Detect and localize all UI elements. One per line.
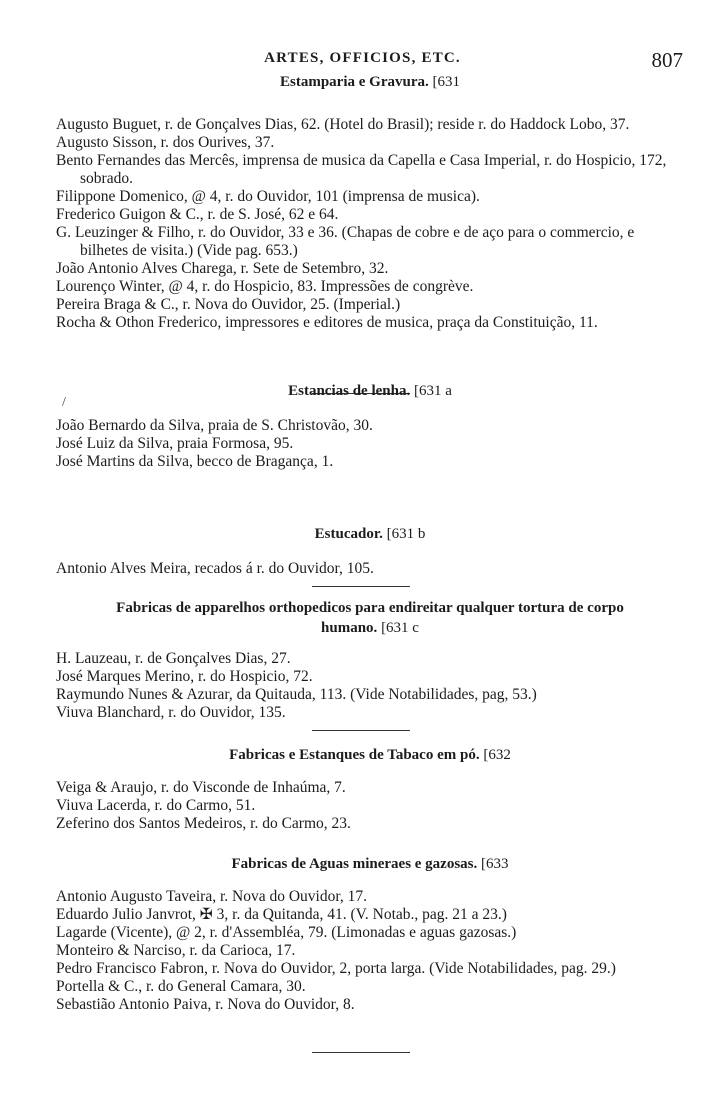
list-item: H. Lauzeau, r. de Gonçalves Dias, 27.	[56, 650, 291, 667]
list-item: Augusto Buguet, r. de Gonçalves Dias, 62. (Hotel do Brasil); reside r. do Haddock Lobo, 37.	[56, 116, 630, 133]
section-heading-estancias	[60, 381, 680, 401]
section-list-orthopedicos	[56, 650, 678, 722]
list-item: Filippone Domenico, @ 4, r. do Ouvidor, 101 (imprensa de musica).	[56, 188, 480, 205]
section-divider	[312, 1052, 410, 1053]
heading-ref: [631	[432, 74, 460, 90]
list-item: Augusto Sisson, r. dos Ourives, 37.	[56, 134, 275, 151]
section-divider	[312, 730, 410, 731]
heading-text: Fabricas de apparelhos orthopedicos para endireitar qualquer tortura de corpo humano.	[116, 600, 624, 636]
section-divider	[312, 586, 410, 587]
list-item: Lagarde (Vicente), @ 2, r. d'Assembléa, 79. (Limonadas e aguas gazosas.)	[56, 924, 517, 941]
list-item: Viuva Blanchard, r. do Ouvidor, 135.	[56, 704, 286, 721]
heading-text: Estamparia e Gravura.	[280, 74, 429, 90]
section-list-tabaco	[56, 779, 678, 833]
section-list-estucador	[56, 560, 678, 578]
list-item: João Bernardo da Silva, praia de S. Christovão, 30.	[56, 417, 373, 434]
list-item: Raymundo Nunes & Azurar, da Quitauda, 113. (Vide Notabilidades, pag, 53.)	[56, 686, 537, 703]
list-item: João Antonio Alves Charega, r. Sete de Setembro, 32.	[56, 260, 389, 277]
list-item: Monteiro & Narciso, r. da Carioca, 17.	[56, 942, 296, 959]
section-list-aguas	[56, 888, 678, 1014]
list-item: José Luiz da Silva, praia Formosa, 95.	[56, 435, 294, 452]
section-heading-orthopedicos	[90, 598, 650, 638]
list-item: Veiga & Araujo, r. do Visconde de Inhaúma, 7.	[56, 779, 346, 796]
heading-ref: [631 a	[413, 383, 452, 399]
page-number: 807	[651, 48, 683, 72]
heading-ref: [632	[483, 747, 511, 763]
heading-text: Estucador.	[314, 526, 383, 542]
section-list-estamparia	[56, 116, 678, 332]
list-item: Zeferino dos Santos Medeiros, r. do Carmo, 23.	[56, 815, 351, 832]
heading-ref: [631 b	[386, 526, 426, 542]
list-item: G. Leuzinger & Filho, r. do Ouvidor, 33 e 36. (Chapas de cobre e de aço para o commercio, e bilhetes de visita.) (Vide pag. 653.)	[56, 224, 635, 259]
section-list-estancias	[56, 417, 678, 471]
list-item: Antonio Alves Meira, recados á r. do Ouvidor, 105.	[56, 560, 374, 577]
list-item: Lourenço Winter, @ 4, r. do Hospicio, 83. Impressões de congrève.	[56, 278, 474, 295]
stray-mark: /	[62, 395, 66, 410]
list-item: Eduardo Julio Janvrot, ✠ 3, r. da Quitanda, 41. (V. Notab., pag. 21 a 23.)	[56, 906, 507, 923]
section-heading-tabaco	[60, 745, 680, 765]
list-item: Pereira Braga & C., r. Nova do Ouvidor, 25. (Imperial.)	[56, 296, 401, 313]
section-heading-aguas	[60, 854, 680, 874]
list-item: Antonio Augusto Taveira, r. Nova do Ouvidor, 17.	[56, 888, 367, 905]
heading-text: Fabricas e Estanques de Tabaco em pó.	[229, 747, 480, 763]
list-item: Bento Fernandes das Mercês, imprensa de musica da Capella e Casa Imperial, r. do Hospicio, 172, sobrado.	[56, 152, 667, 187]
section-heading-estucador	[60, 524, 680, 544]
list-item: Pedro Francisco Fabron, r. Nova do Ouvidor, 2, porta larga. (Vide Notabilidades, pag. 29.)	[56, 960, 616, 977]
list-item: Frederico Guigon & C., r. de S. José, 62 e 64.	[56, 206, 339, 223]
section-heading-estamparia	[60, 72, 680, 92]
running-title: ARTES, OFFICIOS, ETC.	[264, 50, 461, 66]
heading-text: Estancias de lenha.	[288, 383, 411, 399]
list-item: Portella & C., r. do General Camara, 30.	[56, 978, 306, 995]
heading-text: Fabricas de Aguas mineraes e gazosas.	[231, 856, 478, 872]
list-item: José Martins da Silva, becco de Bragança, 1.	[56, 453, 334, 470]
heading-ref: [633	[481, 856, 509, 872]
list-item: Sebastião Antonio Paiva, r. Nova do Ouvidor, 8.	[56, 996, 355, 1013]
list-item: José Marques Merino, r. do Hospicio, 72.	[56, 668, 313, 685]
list-item: Rocha & Othon Frederico, impressores e editores de musica, praça da Constituição, 11.	[56, 314, 598, 331]
heading-ref: [631 c	[381, 620, 419, 636]
list-item: Viuva Lacerda, r. do Carmo, 51.	[56, 797, 256, 814]
